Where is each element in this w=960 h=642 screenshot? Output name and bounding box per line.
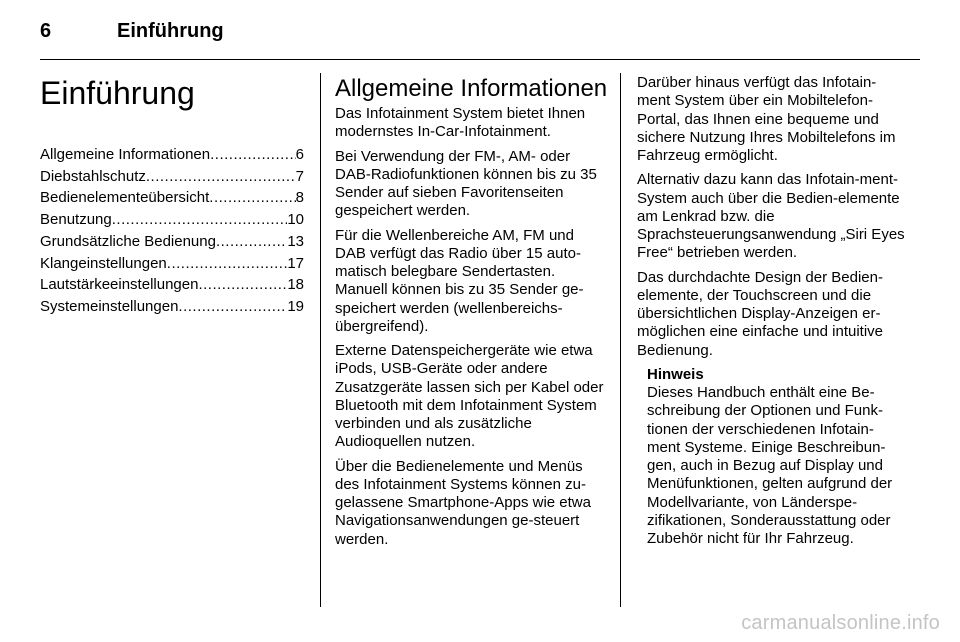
toc-leader [146, 166, 296, 188]
body-paragraph: Alternativ dazu kann das Infotain-ment-System auch über die Bedien-elemente am Lenkrad bzw. die Sprachsteuerungsanwendung „Siri Eyes Free“ betrieben werden. [637, 171, 905, 262]
toc-entry-label: Lautstärkeeinstellungen [40, 276, 199, 294]
note-heading: Hinweis [647, 365, 704, 383]
toc-entry[interactable] [40, 296, 304, 318]
contents-column [40, 74, 304, 318]
toc-leader [112, 209, 288, 231]
body-paragraph: Darüber hinaus verfügt das Infotain-ment System über ein Mobiltelefon-Portal, das Ihnen eine bequeme und sichere Nutzung Ihres Mobiltelefons im Fahrzeug ermöglicht. [637, 74, 896, 164]
toc-entry-page: 19 [287, 297, 304, 315]
toc-entry-label: Systemeinstellungen [40, 297, 179, 315]
toc-entry[interactable] [40, 187, 304, 209]
toc-entry-page: 18 [287, 276, 304, 294]
body-paragraph: Das durchdachte Design der Bedien-elemente, der Touchscreen und die übersichtlichen Display-Anzeigen er-möglichen eine einfache und intuitive Bedienung. [637, 268, 883, 359]
middle-column [335, 74, 607, 555]
body-paragraph: Das Infotainment System bietet Ihnen modernstes In-Car-Infotainment. [335, 105, 586, 141]
toc-entry-page: 6 [295, 146, 304, 163]
toc-entry-label: Diebstahlschutz [40, 167, 146, 185]
toc-leader [216, 231, 287, 253]
toc-entry[interactable] [40, 274, 304, 296]
toc-entry[interactable] [40, 231, 304, 253]
toc-leader [167, 253, 288, 275]
body-paragraph: Über die Bedienelemente und Menüs des Infotainment Systems können zu-gelassene Smartphone-Apps wie etwa Navigationsanwendungen ge-steuert werden. [335, 457, 591, 548]
toc-leader [178, 296, 287, 318]
section-title: Allgemeine Informationen [335, 75, 608, 102]
toc-entry[interactable] [40, 166, 304, 188]
toc-leader [209, 187, 295, 209]
watermark: carmanualsonline.info [741, 612, 940, 634]
toc-entry-label: Klangeinstellungen [40, 254, 167, 272]
table-of-contents [40, 144, 304, 318]
right-column [637, 74, 905, 548]
note-body: Dieses Handbuch enthält eine Be-schreibung der Optionen und Funk-tionen der verschiedenen Infotain-ment Systeme. Einige Beschreibun-gen, auch in Bezug auf Display und Menüfunktionen, gelten aufgrund der Modellvariante, von Länderspe-zifikationen, Sonderausstattung oder Zubehör nicht für Ihr Fahrzeug. [647, 384, 893, 547]
toc-entry-page: 13 [287, 232, 304, 250]
page-number: 6 [40, 20, 52, 42]
toc-entry[interactable] [40, 209, 304, 231]
toc-entry-label: Benutzung [40, 211, 112, 229]
toc-entry-page: 8 [295, 189, 304, 207]
header-rule [40, 59, 920, 60]
toc-entry-page: 7 [295, 167, 304, 185]
running-header-title: Einführung [117, 20, 224, 42]
column-divider-right [620, 73, 621, 607]
toc-entry-page: 17 [287, 254, 304, 272]
body-paragraph: Für die Wellenbereiche AM, FM und DAB verfügt das Radio über 15 auto-matisch belegbare Sendertasten. Manuell können bis zu 35 Sender ge-speichert werden (wellenbereichs-übergreifend). [335, 226, 584, 335]
toc-entry[interactable] [40, 253, 304, 275]
toc-leader [198, 274, 287, 296]
toc-entry-label: Bedienelementeübersicht [40, 189, 210, 207]
column-divider-left [320, 73, 321, 607]
toc-entry-page: 10 [287, 211, 304, 229]
toc-entry-label: Grundsätzliche Bedienung [40, 232, 216, 250]
toc-entry-label: Allgemeine Informationen [40, 146, 211, 163]
body-paragraph: Externe Datenspeichergeräte wie etwa iPods, USB-Geräte oder andere Zusatzgeräte lassen sich per Kabel oder Bluetooth mit dem Infotainment System verbinden und als zusätzliche Audioquellen nutzen. [335, 342, 604, 451]
toc-leader [210, 144, 296, 166]
toc-entry[interactable] [40, 144, 304, 166]
body-paragraph: Bei Verwendung der FM-, AM- oder DAB-Radiofunktionen können bis zu 35 Sender auf sieben Favoritenseiten gespeichert werden. [335, 147, 597, 220]
chapter-title: Einführung [40, 75, 195, 111]
note-box [647, 366, 905, 549]
